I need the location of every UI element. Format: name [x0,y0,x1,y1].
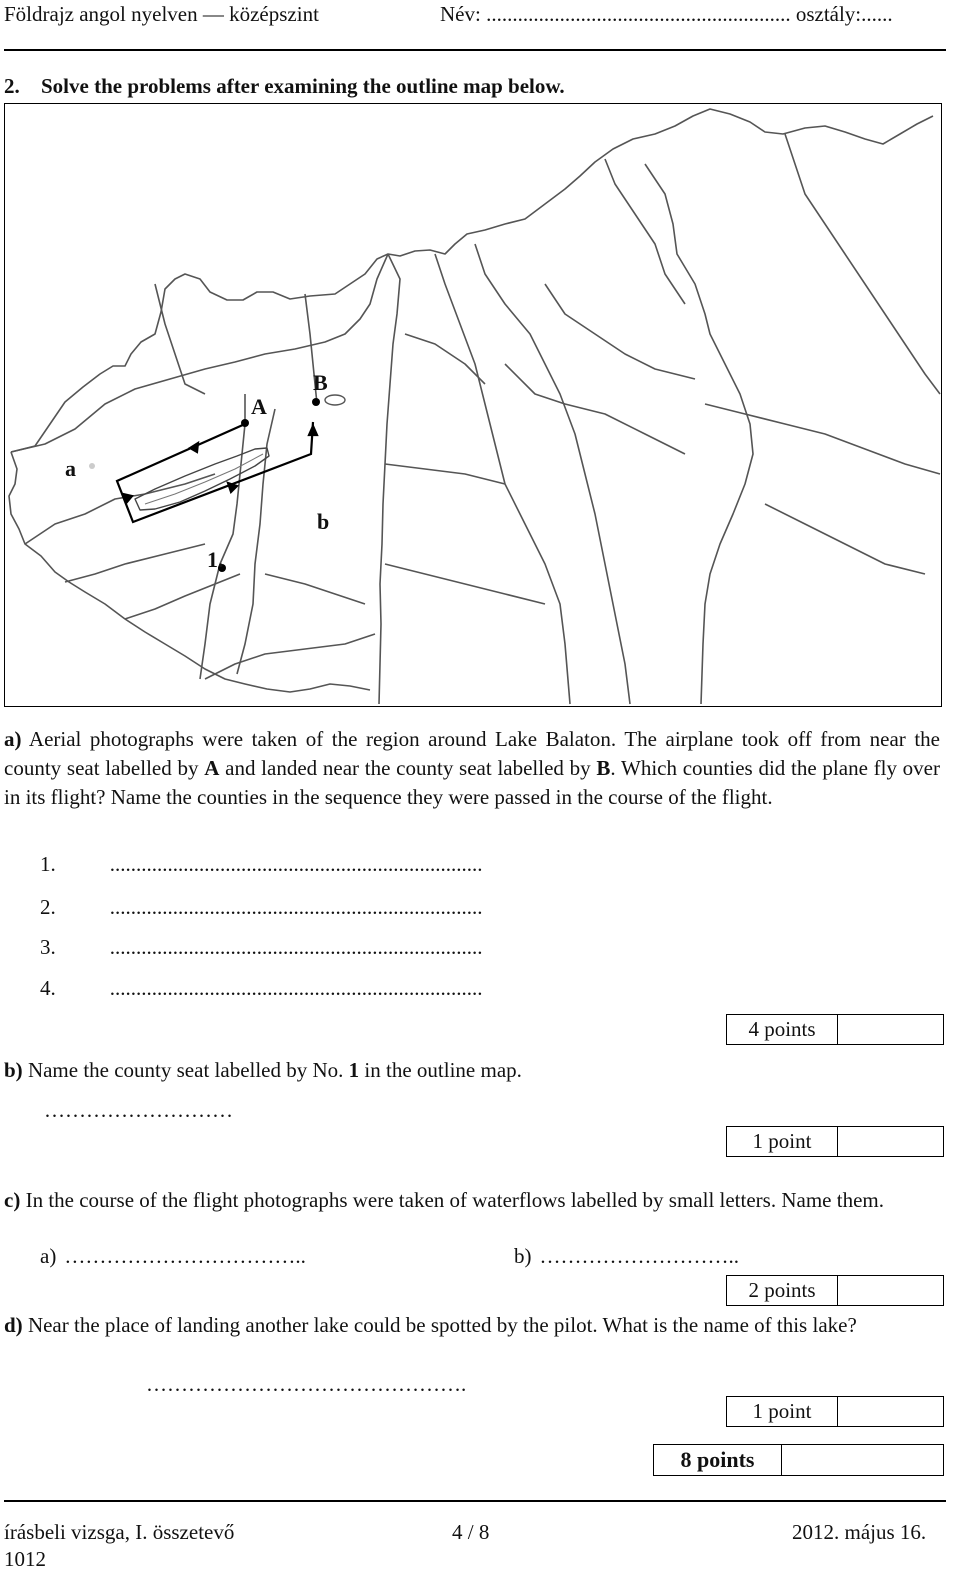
footer-code: 1012 [4,1547,46,1571]
point-B-marker [312,398,320,406]
question-number: 2. [4,74,20,98]
outline-map-drawing [5,104,941,706]
part-c-a-label: a) [40,1244,57,1268]
river-danube [11,254,388,452]
score-box-d-field[interactable] [838,1397,943,1426]
answer-line-3[interactable] [40,935,483,960]
header-subject: Földrajz angol nyelven — középszint [4,2,319,26]
part-a-letter: a) [4,727,22,751]
part-c-letter: c) [4,1188,21,1212]
header-name-class: Név: .......................................................... osztály:...... [440,2,893,26]
flight-path [117,422,313,522]
answer-dots: ....................................................................... [109,852,483,876]
part-a-text [4,725,940,812]
score-box-a-field[interactable] [838,1015,943,1044]
score-box-b-label: 1 point [727,1127,838,1156]
answer-number: 2. [40,895,56,919]
part-c-b-blank: ……………………….. [539,1244,739,1268]
footer-page-number: 4 / 8 [452,1520,490,1544]
part-b-text-1: Name the county seat labelled by No. [22,1058,349,1082]
part-b-text [4,1058,522,1083]
score-box-a [726,1014,944,1045]
answer-dots: ....................................................................... [109,935,483,959]
score-box-c-label: 2 points [727,1276,838,1305]
part-d-letter: d) [4,1313,23,1337]
score-box-b [726,1126,944,1157]
part-d-blank[interactable]: ………………………………………. [146,1372,467,1396]
part-a-text-1: Aerial photographs were taken of the region around Lake Balaton. The airplane took off from near the county seat labelled by [4,727,940,780]
score-box-c-field[interactable] [838,1276,943,1305]
part-b-text-2: in the outline map. [359,1058,522,1082]
point-A-marker [241,419,249,427]
part-c-text [4,1186,940,1215]
score-box-d-label: 1 point [727,1397,838,1426]
part-c-a-blank: …………………………….. [64,1244,306,1268]
part-d-body: Near the place of landing another lake could be spotted by the pilot. What is the name of this lake? [22,1313,857,1337]
answer-number: 3. [40,935,56,959]
score-box-c [726,1275,944,1306]
part-d-text [4,1311,940,1340]
part-c-b-label: b) [514,1244,532,1268]
map-label-A: A [251,394,267,419]
map-label-1: 1. [207,547,224,572]
map-label-b: b [317,509,330,534]
part-b-letter: b) [4,1058,23,1082]
header-rule [4,49,946,51]
answer-line-4[interactable] [40,976,483,1001]
part-a-text-2: and landed near the county seat labelled by [219,756,597,780]
map-label-a: a [65,456,76,481]
part-a-B: B [596,756,611,780]
score-box-total [653,1444,944,1476]
footer-rule [4,1500,946,1502]
part-c-answer-b[interactable] [514,1244,739,1269]
footer-exam-name: írásbeli vizsga, I. összetevő [4,1520,235,1544]
score-box-total-label: 8 points [654,1445,782,1475]
answer-number: 4. [40,976,56,1000]
river-tisza [645,164,753,704]
score-box-total-field[interactable] [782,1445,943,1475]
country-border [11,109,933,452]
footer-date: 2012. május 16. [792,1520,927,1544]
part-a-A: A [204,756,220,780]
part-b-blank[interactable]: ……………………… [44,1098,233,1122]
part-b-num: 1 [348,1058,360,1082]
part-c-answer-a[interactable] [40,1244,306,1269]
answer-line-2[interactable] [40,895,483,920]
lake-velence [325,395,345,405]
point-a-marker [89,463,95,469]
score-box-b-field[interactable] [838,1127,943,1156]
answer-dots: ....................................................................... [109,976,483,1000]
question-text: Solve the problems after examining the outline map below. [41,74,565,98]
question-title [4,74,565,99]
score-box-d [726,1396,944,1427]
river-danube-south [379,254,400,704]
part-c-body: In the course of the flight photographs were taken of waterflows labelled by small letters. Name them. [20,1188,884,1212]
answer-dots: ....................................................................... [109,895,483,919]
map-label-B: B [313,370,328,395]
answer-line-1[interactable] [40,852,483,877]
score-box-a-label: 4 points [727,1015,838,1044]
part-a-text-3: . Which counties did the plane fly over in its flight? Name the counties in the sequence they were passed in the course of the flight. [4,756,941,809]
answer-number: 1. [40,852,56,876]
outline-map [4,103,942,707]
